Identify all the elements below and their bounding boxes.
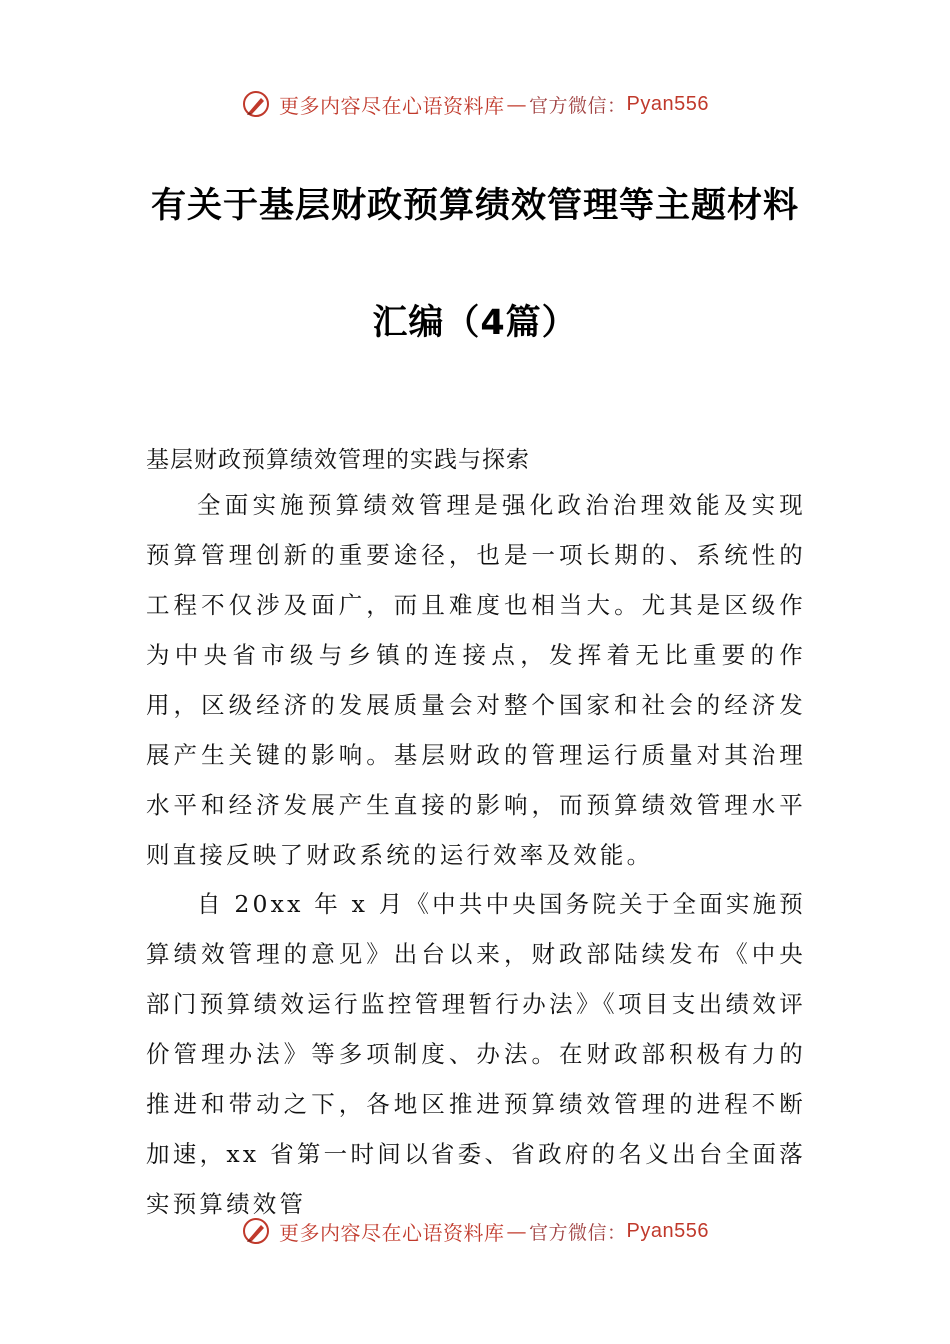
article-paragraph-2: 自 20xx 年 x 月《中共中央国务院关于全面实施预算绩效管理的意见》出台以来，财政部陆续发布《中央部门预算绩效运行监控管理暂行办法》《项目支出绩效评价管理办法》等多项制度、办法。在财政部积极有力的推进和带动之下，各地区推进预算绩效管理的进程不断加速，xx 省第一时间以省委、省政府的名义出台全面落实预算绩效管 xyxy=(146,890,806,1218)
watermark-site-text: 更多内容尽在心语资料库 xyxy=(279,1220,505,1245)
watermark-site-text: 更多内容尽在心语资料库 xyxy=(279,93,505,118)
watermark-wechat-label: 官方微信： xyxy=(529,94,627,117)
footer-watermark-banner xyxy=(0,1211,950,1251)
article-paragraph-1: 全面实施预算绩效管理是强化政治治理效能及实现预算管理创新的重要途径，也是一项长期的、系统性的工程不仅涉及面广，而且难度也相当大。尤其是区级作为中央省市级与乡镇的连接点，发挥着无比重要的作用，区级经济的发展质量会对整个国家和社会的经济发展产生关键的影响。基层财政的管理运行质量对其治理水平和经济发展产生直接的影响，而预算绩效管理水平则直接反映了财政系统的运行效率及效能。 xyxy=(146,491,806,869)
pen-circle-logo-icon xyxy=(241,89,271,119)
header-watermark-banner xyxy=(0,84,950,124)
pen-circle-logo-icon xyxy=(241,1216,271,1246)
watermark-separator: — xyxy=(506,92,527,116)
watermark-wechat-label: 官方微信： xyxy=(529,1221,627,1244)
document-title-line-1: 有关于基层财政预算绩效管理等主题材料 xyxy=(150,186,799,226)
watermark-wechat-id: Pyan556 xyxy=(626,1219,709,1242)
watermark-separator: — xyxy=(506,1219,527,1243)
article-heading: 基层财政预算绩效管理的实践与探索 xyxy=(146,447,530,473)
watermark-wechat-id: Pyan556 xyxy=(626,92,709,115)
document-title-line-2: 汇编（4篇） xyxy=(372,303,578,343)
